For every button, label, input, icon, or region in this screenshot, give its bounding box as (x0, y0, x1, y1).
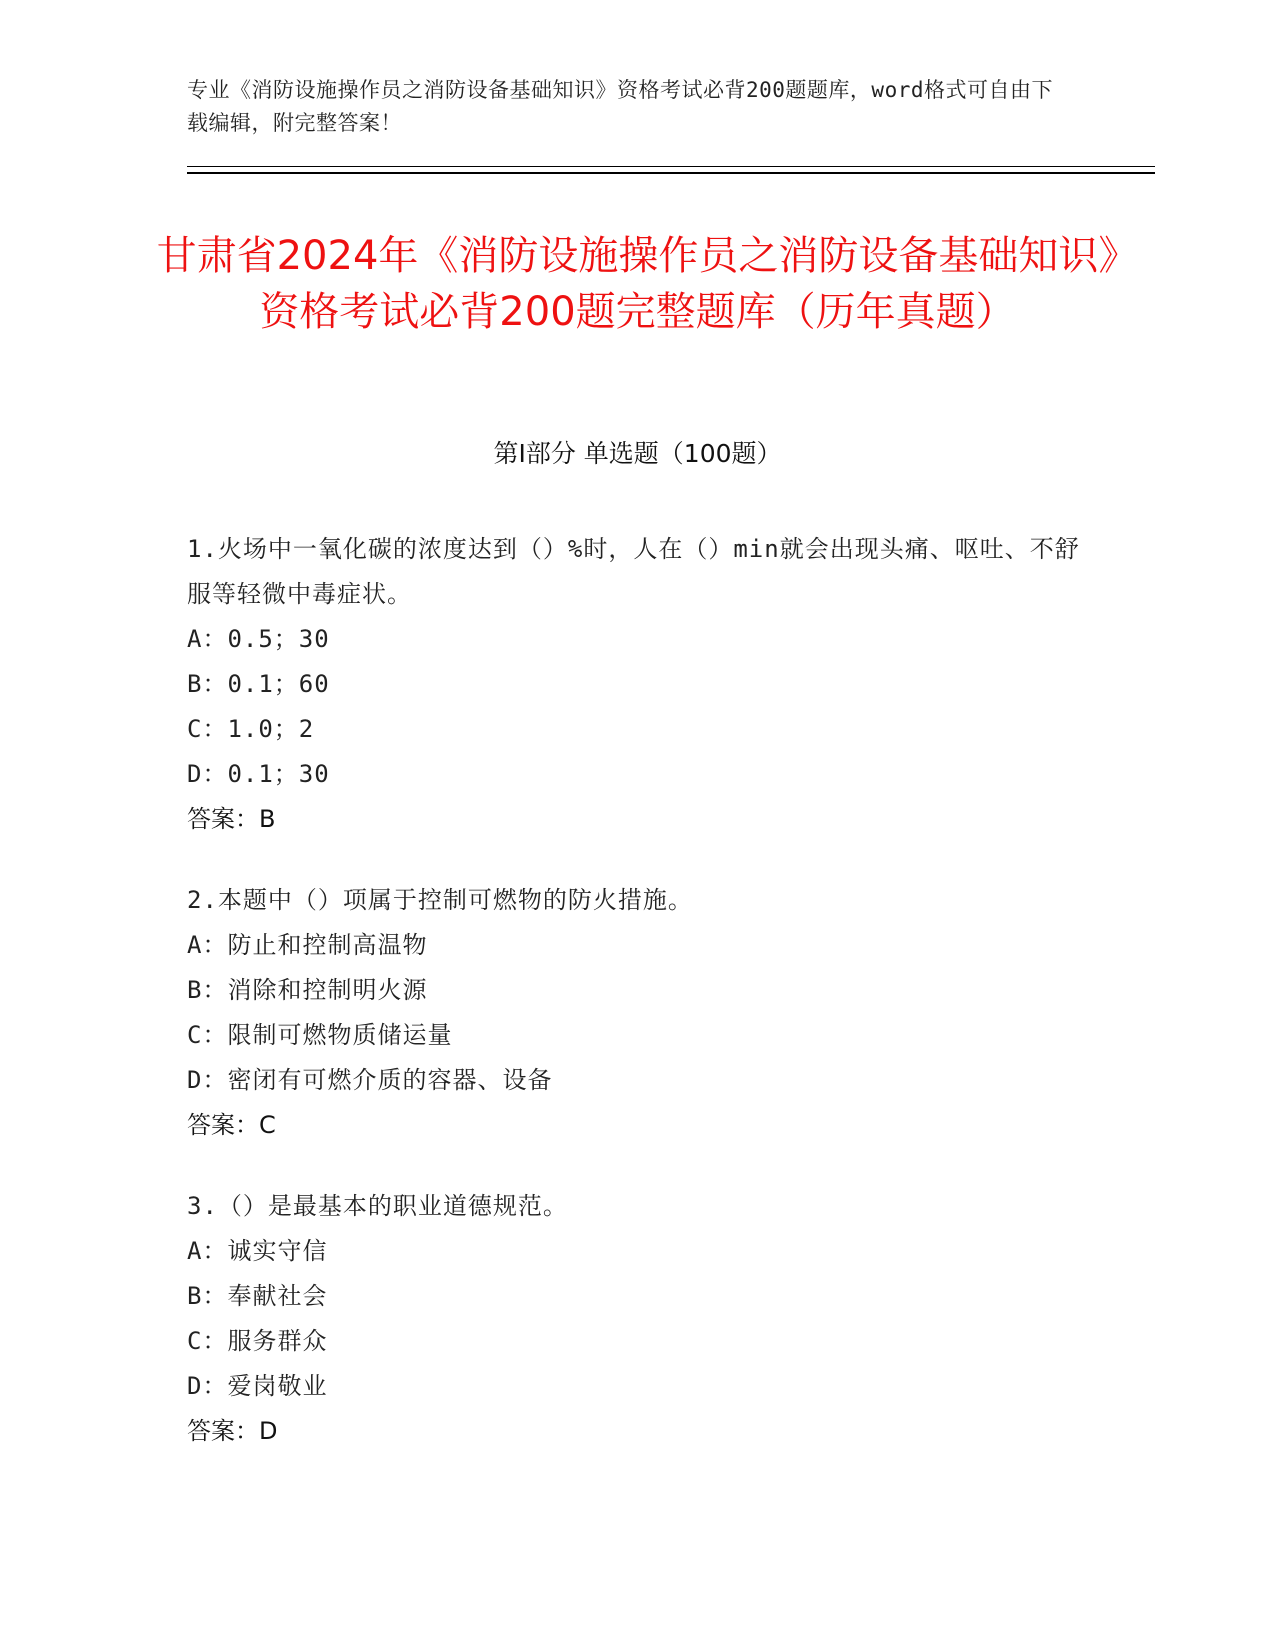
answer: 答案：B (187, 805, 276, 833)
option-c: C：1.0；2 (187, 715, 315, 743)
option-c: C：服务群众 (187, 1327, 328, 1355)
option-c: C：限制可燃物质储运量 (187, 1021, 453, 1049)
question-stem: 3.（）是最基本的职业道德规范。 (187, 1192, 568, 1220)
answer: 答案：D (187, 1417, 278, 1445)
header-divider-thick (187, 172, 1155, 174)
question-item (187, 527, 1087, 842)
option-d: D：爱岗敬业 (187, 1372, 328, 1400)
question-item (187, 1184, 1087, 1454)
option-b: B：奉献社会 (187, 1282, 328, 1310)
header-note: 专业《消防设施操作员之消防设备基础知识》资格考试必背200题题库，word格式可自由下载编辑，附完整答案！ (187, 78, 1053, 135)
question-list (187, 527, 1087, 1490)
section-title: 第Ⅰ部分 单选题（100题） (493, 439, 782, 468)
header-divider-thin (187, 166, 1155, 167)
option-d: D：0.1；30 (187, 760, 330, 788)
answer: 答案：C (187, 1111, 276, 1139)
option-d: D：密闭有可燃介质的容器、设备 (187, 1066, 553, 1094)
document-title: 甘肃省2024年《消防设施操作员之消防设备基础知识》资格考试必背200题完整题库（历年真题） (156, 233, 1119, 335)
option-a: A：防止和控制高温物 (187, 931, 428, 959)
option-b: B：0.1；60 (187, 670, 330, 698)
question-stem: 2.本题中（）项属于控制可燃物的防火措施。 (187, 886, 693, 914)
option-a: A：诚实守信 (187, 1237, 328, 1265)
question-stem: 1.火场中一氧化碳的浓度达到（）%时，人在（）min就会出现头痛、呕吐、不舒服等轻微中毒症状。 (187, 535, 1080, 608)
question-item (187, 878, 1087, 1148)
option-a: A：0.5；30 (187, 625, 330, 653)
option-b: B：消除和控制明火源 (187, 976, 428, 1004)
